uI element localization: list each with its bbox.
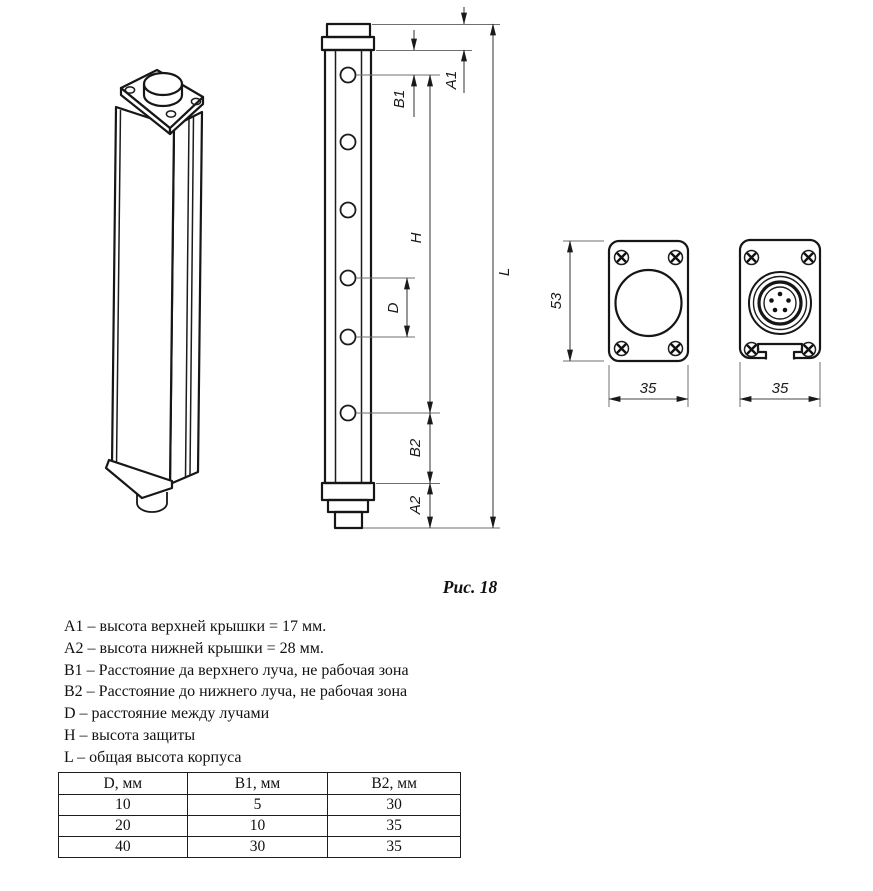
- table-cell: 40: [59, 837, 188, 858]
- dim-label-53: 53: [548, 292, 565, 310]
- dim-label-35-right: 35: [771, 380, 789, 397]
- extension-lines: [356, 25, 500, 529]
- table-cell: 5: [187, 795, 328, 816]
- table-header-b1: B1, мм: [187, 773, 328, 795]
- end-view-top-cap: [548, 241, 688, 407]
- screw-icon: [745, 251, 759, 265]
- connector-pin: [769, 298, 774, 303]
- connector-pin: [778, 292, 783, 297]
- connector-pin: [773, 308, 778, 313]
- screw-icon: [615, 251, 629, 265]
- front-bottom-flange: [322, 483, 374, 500]
- screw-icon: [615, 342, 629, 356]
- table-cell: 30: [187, 837, 328, 858]
- legend-line-a1: А1 – высота верхней крышки = 17 мм.: [64, 618, 327, 635]
- iso-front-face: [112, 107, 174, 484]
- dim-label-B1: B1: [391, 89, 408, 109]
- table-row: [59, 816, 461, 837]
- front-top-cap-small: [327, 24, 370, 37]
- beam-hole-3: [341, 203, 356, 218]
- figure-caption: Рис. 18: [442, 577, 498, 597]
- front-view: [322, 24, 374, 528]
- table-cell: 35: [328, 816, 461, 837]
- connector-pin: [786, 298, 791, 303]
- table-cell: 10: [187, 816, 328, 837]
- dim-label-A2: A2: [407, 495, 424, 515]
- table-row: [59, 795, 461, 816]
- connector-pin: [783, 308, 788, 313]
- legend-line-h: Н – высота защиты: [64, 726, 196, 744]
- screw-icon: [669, 342, 683, 356]
- dim-label-L: L: [496, 267, 513, 277]
- front-bottom-step: [328, 500, 368, 512]
- dim-label-A1: A1: [443, 70, 460, 90]
- screw-icon: [745, 343, 759, 357]
- screw-icon: [802, 251, 816, 265]
- legend: [64, 616, 409, 769]
- beam-hole-6: [341, 406, 356, 421]
- table-cell: 10: [59, 795, 188, 816]
- connector-icon: [749, 272, 811, 334]
- table-cell: 35: [328, 837, 461, 858]
- beam-hole-2: [341, 135, 356, 150]
- isometric-view: [106, 70, 203, 512]
- legend-line-l: L – общая высота корпуса: [64, 748, 242, 766]
- legend-line-b2: В2 – Расстояние до нижнего луча, не рабочая зона: [64, 683, 408, 701]
- table-row: [59, 837, 461, 858]
- table-cell: 30: [328, 795, 461, 816]
- table-header-row: [59, 773, 461, 795]
- legend-line-d: D – расстояние между лучами: [64, 705, 270, 723]
- front-top-cap-wide: [322, 37, 374, 50]
- iso-cap-cylinder-top: [144, 73, 182, 95]
- screw-icon: [802, 343, 816, 357]
- legend-line-b1: В1 – Расстояние да верхнего луча, не рабочая зона: [64, 661, 409, 679]
- screw-icon: [669, 251, 683, 265]
- beam-hole-4: [341, 271, 356, 286]
- top-cap-lens-opening: [616, 270, 682, 336]
- end-view-bottom-cap: [740, 240, 820, 407]
- dim-label-B2: B2: [407, 438, 424, 458]
- table-cell: 20: [59, 816, 188, 837]
- dimensions-table: [58, 772, 461, 858]
- beam-hole-1: [341, 68, 356, 83]
- dim-label-H: H: [408, 232, 425, 244]
- front-bottom-stub: [335, 512, 362, 528]
- legend-line-a2: А2 – высота нижней крышки = 28 мм.: [64, 639, 324, 657]
- beam-hole-5: [341, 330, 356, 345]
- table-header-b2: B2, мм: [328, 773, 461, 795]
- dim-label-35-left: 35: [639, 380, 657, 397]
- table-header-d: D, мм: [59, 773, 188, 795]
- dim-label-D: D: [385, 302, 402, 314]
- front-body: [325, 50, 371, 483]
